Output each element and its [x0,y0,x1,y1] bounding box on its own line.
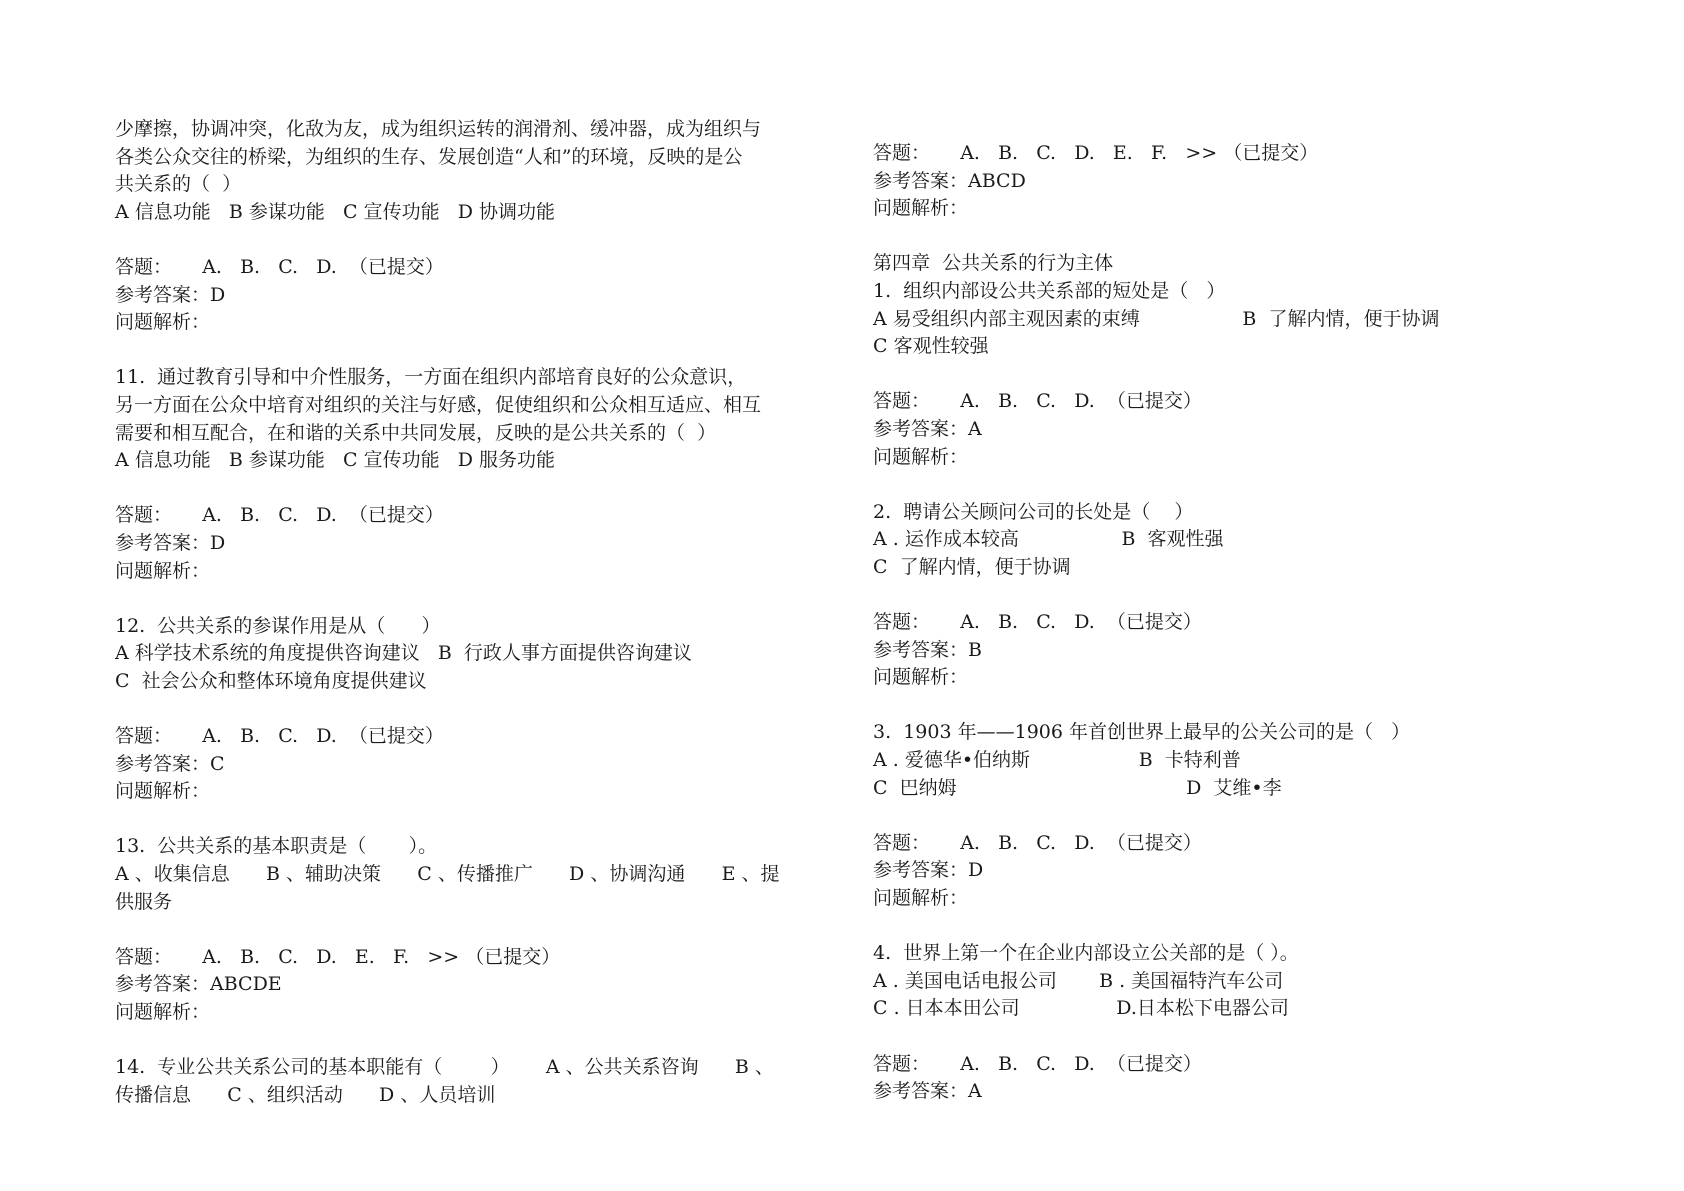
options-line: C 了解内情，便于协调 [873,555,1071,578]
answer-choices[interactable]: 答题： A. B. C. D. （已提交） [873,831,1202,854]
reference-answer: 参考答案：C [115,752,225,775]
question-stem-line: 少摩擦，协调冲突，化敌为友，成为组织运转的润滑剂、缓冲器，成为组织与 [115,118,762,140]
options-line: A 易受组织内部主观因素的束缚 B 了解内情，便于协调 [873,307,1440,330]
question-13 [115,833,833,1054]
question-stem-line: 13. 公共关系的基本职责是（ ）。 [115,835,438,858]
reference-answer: 参考答案：A [873,417,982,440]
answer-choices[interactable]: 答题： A. B. C. D. （已提交） [115,725,444,748]
reference-answer: 参考答案：B [873,638,982,661]
chapter-heading: 第四章 公共关系的行为主体 [873,252,1114,275]
question-12 [115,613,833,834]
analysis-label: 问题解析： [115,311,211,334]
question-2 [873,499,1573,720]
reference-answer: 参考答案：D [115,283,226,306]
options-line: A 、收集信息 B 、辅助决策 C 、传播推广 D 、协调沟通 E 、提 [115,863,780,886]
options-line: A 信息功能 B 参谋功能 C 宣传功能 D 协调功能 [115,200,555,223]
options-line: C 巴纳姆 D 艾维•李 [873,776,1282,799]
options-line: C . 日本本田公司 D.日本松下电器公司 [873,997,1289,1020]
options-line: A . 运作成本较高 B 客观性强 [873,528,1224,551]
question-prev [873,140,1573,250]
question-stem-line: 各类公众交往的桥梁，为组织的生存、发展创造“人和”的环境，反映的是公 [115,145,743,168]
options-line: A 信息功能 B 参谋功能 C 宣传功能 D 服务功能 [115,449,555,472]
question-stem-line: 4. 世界上第一个在企业内部设立公关部的是（ ）。 [873,942,1299,965]
options-line: 供服务 [115,890,173,913]
question-10 [115,116,833,364]
left-column [115,116,833,1109]
question-stem-line: 11. 通过教育引导和中介性服务，一方面在组织内部培育良好的公众意识， [115,366,747,389]
question-3 [873,719,1573,940]
answer-choices[interactable]: 答题： A. B. C. D. （已提交） [873,390,1202,413]
analysis-label: 问题解析： [873,887,969,910]
analysis-label: 问题解析： [873,197,969,220]
question-stem-line: 需要和相互配合，在和谐的关系中共同发展，反映的是公共关系的（ ） [115,421,717,444]
question-stem-line: 12. 公共关系的参谋作用是从（ ） [115,614,441,637]
options-line: A 科学技术系统的角度提供咨询建议 B 行政人事方面提供咨询建议 [115,642,692,665]
question-1 [873,278,1573,499]
question-4 [873,940,1573,1106]
question-stem-line: 1. 组织内部设公共关系部的短处是（ ） [873,279,1226,302]
question-stem-line: 传播信息 C 、组织活动 D 、人员培训 [115,1083,496,1106]
analysis-label: 问题解析： [115,559,211,582]
question-stem-line: 共关系的（ ） [115,173,242,196]
answer-choices[interactable]: 答题： A. B. C. D. （已提交） [873,1052,1202,1075]
question-stem-line: 14. 专业公共关系公司的基本职能有（ ） A 、公共关系咨询 B 、 [115,1056,774,1079]
options-line: A . 美国电话电报公司 B . 美国福特汽车公司 [873,969,1284,992]
reference-answer: 参考答案：D [873,859,984,882]
analysis-label: 问题解析： [873,666,969,689]
question-stem-line: 2. 聘请公关顾问公司的长处是（ ） [873,500,1194,523]
reference-answer: 参考答案：A [873,1080,982,1103]
question-stem-line: 另一方面在公众中培育对组织的关注与好感，促使组织和公众相互适应、相互 [115,393,762,416]
right-column [873,140,1573,1106]
analysis-label: 问题解析： [115,1001,211,1023]
reference-answer: 参考答案：ABCDE [115,973,282,996]
reference-answer: 参考答案：ABCD [873,169,1026,192]
question-11 [115,364,833,612]
reference-answer: 参考答案：D [115,531,226,554]
question-14 [115,1054,833,1109]
answer-choices[interactable]: 答题： A. B. C. D. （已提交） [115,504,444,527]
question-stem-line: 3. 1903 年——1906 年首创世界上最早的公关公司的是（ ） [873,721,1411,744]
answer-choices[interactable]: 答题： A. B. C. D. E. F. >> （已提交） [873,142,1319,164]
analysis-label: 问题解析： [115,780,211,803]
answer-choices[interactable]: 答题： A. B. C. D. E. F. >> （已提交） [115,945,561,968]
answer-choices[interactable]: 答题： A. B. C. D. （已提交） [873,611,1202,634]
options-line: C 客观性较强 [873,335,989,358]
options-line: A . 爱德华•伯纳斯 B 卡特利普 [873,749,1241,772]
analysis-label: 问题解析： [873,445,969,468]
answer-choices[interactable]: 答题： A. B. C. D. （已提交） [115,255,444,278]
options-line: C 社会公众和整体环境角度提供建议 [115,669,427,692]
